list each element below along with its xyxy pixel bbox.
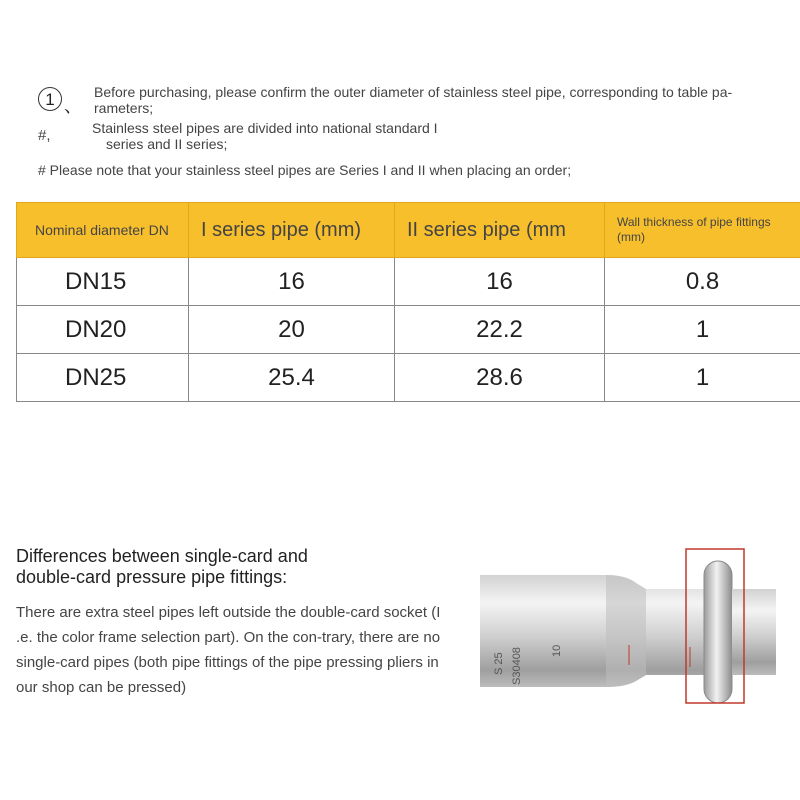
table-header-row	[17, 203, 800, 258]
sealing-ring	[704, 561, 732, 703]
table-cell: 0.8	[605, 258, 800, 306]
table-cell: 28.6	[395, 354, 605, 402]
table-cell: 1	[605, 306, 800, 354]
differences-body: There are extra steel pipes left outside the double-card socket (I .e. the color frame selection part). On the con-trary, there are no single-card pipes (both pipe fittings of the pipe pressing pliers in our shop can be pressed)	[16, 604, 441, 696]
table-cell: 25.4	[189, 354, 395, 402]
table-row	[17, 306, 800, 354]
differences-title	[16, 546, 308, 588]
enumeration-comma: 、	[64, 96, 82, 116]
circle-number-icon: 1	[38, 87, 62, 111]
differences-title-line-1: Differences between single-card and	[16, 546, 308, 566]
header-series-2: II series pipe (mm	[395, 203, 605, 258]
header-series-1: I series pipe (mm)	[189, 203, 395, 258]
pipe-fitting-photo	[476, 545, 786, 705]
note-line-3: # Please note that your stainless steel pipes are Series I and II when placing an order;	[38, 162, 572, 178]
table-row	[17, 354, 800, 402]
note-line-1b: rameters;	[94, 100, 154, 116]
pipe-end	[732, 589, 776, 675]
header-wall-thickness: Wall thickness of pipe fittings (mm)	[605, 203, 800, 258]
table-cell: 16	[189, 258, 395, 306]
table-cell: 22.2	[395, 306, 605, 354]
hash-mark: #,	[38, 127, 51, 144]
table-cell: DN25	[17, 354, 189, 402]
fitting-shoulder-shade	[606, 575, 646, 687]
engraving-size: S 25	[493, 652, 505, 675]
note-line-1: Before purchasing, please confirm the outer diameter of stainless steel pipe, corresponding to table pa-	[94, 84, 733, 100]
table-row	[17, 258, 800, 306]
table-cell: DN15	[17, 258, 189, 306]
spec-table	[16, 202, 800, 402]
note-line-2: Stainless steel pipes are divided into national standard I	[92, 120, 438, 136]
differences-title-line-2: double-card pressure pipe fittings:	[16, 567, 288, 587]
engraving-number: 10	[551, 644, 563, 657]
table-cell: 1	[605, 354, 800, 402]
table-cell: 20	[189, 306, 395, 354]
header-nominal-diameter: Nominal diameter DN	[17, 203, 189, 258]
table-cell: DN20	[17, 306, 189, 354]
table-cell: 16	[395, 258, 605, 306]
note-line-2b: series and II series;	[106, 136, 228, 152]
engraving-grade: S30408	[511, 647, 523, 685]
